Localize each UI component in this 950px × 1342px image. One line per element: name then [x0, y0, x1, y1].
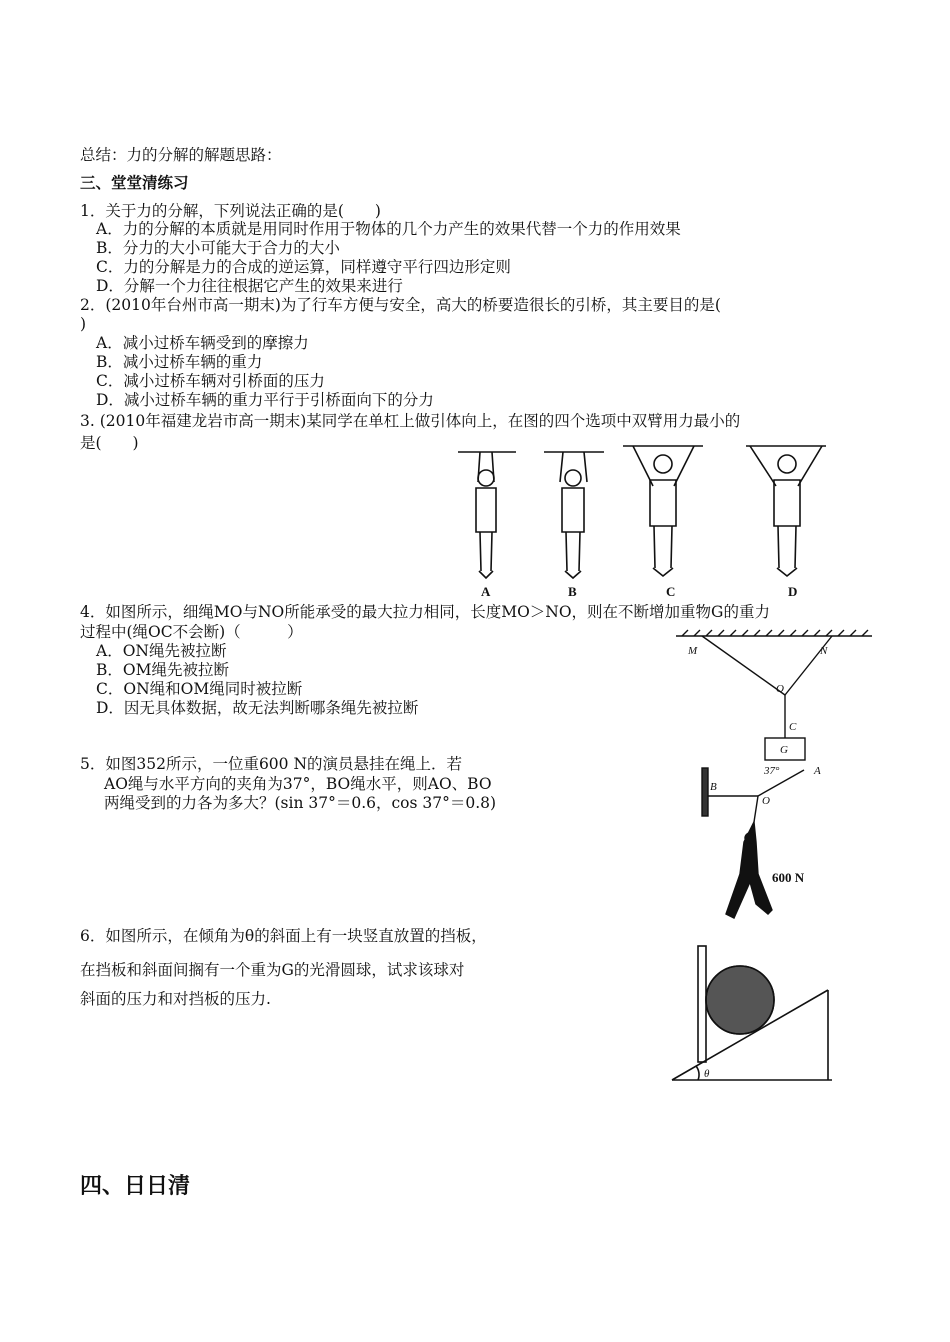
- q3-stem-cont: 是( ): [80, 434, 139, 452]
- q4-label-o: O: [776, 683, 784, 695]
- q3-label-a: A: [481, 584, 491, 599]
- q2-option-a: A．减小过桥车辆受到的摩擦力: [96, 334, 309, 352]
- q4-stem-cont: 过程中(绳OC不会断)（ ）: [80, 623, 303, 641]
- q5-line-2: AO绳与水平方向的夹角为37°，BO绳水平，则AO、BO: [104, 775, 492, 793]
- q4-stem: 4．如图所示，细绳MO与NO所能承受的最大拉力相同，长度MO＞NO，则在不断增加重物G的重力: [80, 603, 770, 621]
- q3-label-d: D: [788, 584, 798, 599]
- q4-option-a: A．ON绳先被拉断: [96, 642, 227, 660]
- q1-option-c: C．力的分解是力的合成的逆运算，同样遵守平行四边形定则: [96, 258, 511, 276]
- q3-label-b: B: [568, 584, 577, 599]
- q4-option-c: C．ON绳和OM绳同时被拉断: [96, 680, 303, 698]
- q5-label-a: A: [814, 765, 821, 777]
- q5-line-3: 两绳受到的力各为多大？(sin 37°＝0.6，cos 37°＝0.8): [104, 794, 497, 812]
- q5-figure: [696, 764, 836, 932]
- q6-label-theta: θ: [704, 1068, 710, 1080]
- q4-figure: [672, 628, 872, 768]
- q3-stem: 3. (2010年福建龙岩市高一期末)某同学在单杠上做引体向上，在图的四个选项中双臂用力最小的: [80, 412, 741, 430]
- q5-label-b: B: [710, 781, 717, 793]
- q6-line-1: 6．如图所示，在倾角为θ的斜面上有一块竖直放置的挡板，: [80, 927, 487, 945]
- q3-figure: [448, 436, 828, 601]
- q1-option-b: B．分力的大小可能大于合力的大小: [96, 239, 340, 257]
- q1-stem: 1．关于力的分解，下列说法正确的是( ): [80, 202, 381, 220]
- summary-text: 总结：力的分解的解题思路：: [80, 146, 282, 164]
- q5-label-angle: 37°: [764, 765, 780, 777]
- q6-line-3: 斜面的压力和对挡板的压力.: [80, 990, 271, 1008]
- q1-option-d: D．分解一个力往往根据它产生的效果来进行: [96, 277, 403, 295]
- q4-option-b: B．OM绳先被拉断: [96, 661, 229, 679]
- q4-label-g: G: [780, 744, 788, 756]
- q2-option-b: B．减小过桥车辆的重力: [96, 353, 263, 371]
- q5-line-1: 5．如图352所示，一位重600 N的演员悬挂在绳上．若: [80, 755, 463, 773]
- q2-stem: 2．(2010年台州市高一期末)为了行车方便与安全，高大的桥要造很长的引桥，其主要目的是(: [80, 296, 721, 314]
- q6-line-2: 在挡板和斜面间搁有一个重为G的光滑圆球，试求该球对: [80, 961, 465, 979]
- q4-label-n: N: [820, 645, 828, 657]
- q2-option-c: C．减小过桥车辆对引桥面的压力: [96, 372, 325, 390]
- q1-option-a: A．力的分解的本质就是用同时作用于物体的几个力产生的效果代替一个力的作用效果: [96, 220, 681, 238]
- section-4-heading: 四、日日清: [80, 1174, 191, 1199]
- q2-option-d: D．减小过桥车辆的重力平行于引桥面向下的分力: [96, 391, 434, 409]
- q4-label-c: C: [789, 721, 797, 733]
- q5-label-o: O: [762, 795, 770, 807]
- q5-weight-label: 600 N: [772, 870, 805, 885]
- q4-label-m: M: [688, 645, 698, 657]
- q3-label-c: C: [666, 584, 676, 599]
- q6-figure: [668, 940, 838, 1088]
- section-3-heading: 三、堂堂清练习: [80, 174, 189, 192]
- q4-option-d: D．因无具体数据，故无法判断哪条绳先被拉断: [96, 699, 419, 717]
- q2-stem-cont: ): [80, 315, 87, 333]
